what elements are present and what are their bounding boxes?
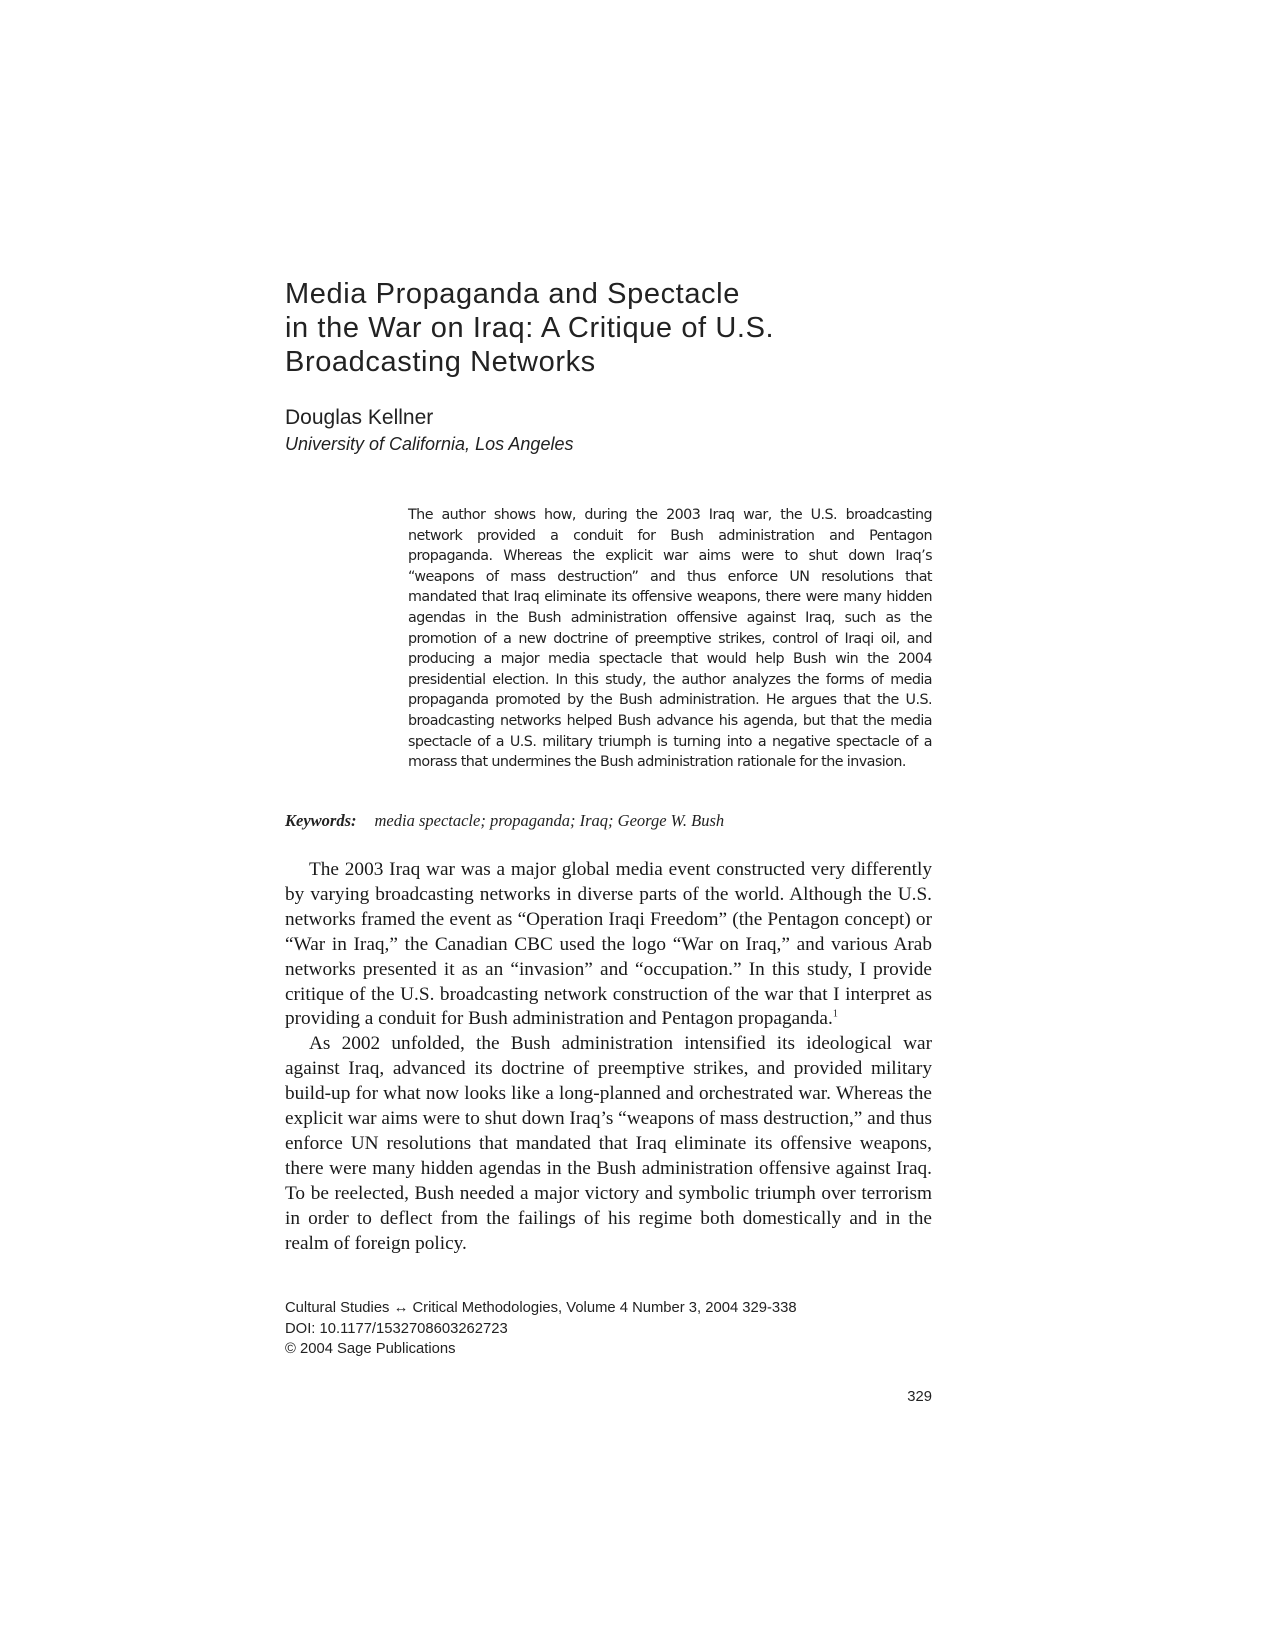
copyright: © 2004 Sage Publications xyxy=(285,1341,456,1357)
publication-info xyxy=(285,1298,797,1360)
paragraph-text: As 2002 unfolded, the Bush administration intensified its ideological war against Iraq, advanced its doctrine of preemptive strikes, and provided military build-up for what now looks like a long-planned and orchestrated war. Whereas the explicit war aims were to shut down Iraq’s “weapons of mass destruction,” and thus enforce UN resolutions that mandated that Iraq eliminate its offensive weapons, there were many hidden agendas in the Bush administration offensive against Iraq. To be reelected, Bush needed a major victory and symbolic triumph over terrorism in order to deflect from the failings of his regime both domestically and in the realm of foreign policy. xyxy=(285,1033,932,1254)
body-paragraph xyxy=(285,1032,932,1256)
journal-citation: Cultural Studies ↔ Critical Methodologies, Volume 4 Number 3, 2004 329-338 xyxy=(285,1300,797,1316)
abstract: The author shows how, during the 2003 Iraq war, the U.S. broadcasting network provided a conduit for Bush administration and Pentagon propaganda. Whereas the explicit war aims were to shut down Iraq’s “weapons of mass destruction” and thus enforce UN resolutions that mandated that Iraq eliminate its offensive weapons, there were many hidden agendas in the Bush administration offensive against Iraq, such as the promotion of a new doctrine of preemptive strikes, control of Iraqi oil, and producing a major media spectacle that would help Bush win the 2004 presidential election. In this study, the author analyzes the forms of media propaganda promoted by the Bush administration. He argues that the U.S. broadcasting networks helped Bush advance his agenda, but that the media spectacle of a U.S. military triumph is turning into a negative spectacle of a morass that undermines the Bush administration rationale for the invasion. xyxy=(408,507,932,771)
keywords-label: Keywords: xyxy=(285,811,357,830)
article-title-line: Broadcasting Networks xyxy=(285,346,596,378)
body-text xyxy=(285,858,932,1257)
body-paragraph xyxy=(285,858,932,1032)
author-name: Douglas Kellner xyxy=(285,406,434,429)
article-title xyxy=(285,277,985,379)
author-affiliation: University of California, Los Angeles xyxy=(285,434,574,454)
footnote-marker[interactable]: 1 xyxy=(832,1009,838,1021)
page-number: 329 xyxy=(907,1389,932,1405)
article-title-line: Media Propaganda and Spectacle xyxy=(285,278,740,310)
doi: DOI: 10.1177/1532708603262723 xyxy=(285,1320,508,1337)
paragraph-text: The 2003 Iraq war was a major global media event constructed very differently by varying broadcasting networks in diverse parts of the world. Although the U.S. networks framed the event as “Operation Iraqi Freedom” (the Pentagon concept) or “War in Iraq,” the Canadian CBC used the logo “War on Iraq,” and various Arab networks presented it as an “invasion” and “occupation.” In this study, I provide critique of the U.S. broadcasting network construction of the war that I interpret as providing a conduit for Bush administration and Pentagon propaganda. xyxy=(285,859,932,1030)
keywords xyxy=(285,810,724,832)
keywords-list: media spectacle; propaganda; Iraq; George W. Bush xyxy=(374,811,725,830)
article-title-line: in the War on Iraq: A Critique of U.S. xyxy=(285,312,775,344)
